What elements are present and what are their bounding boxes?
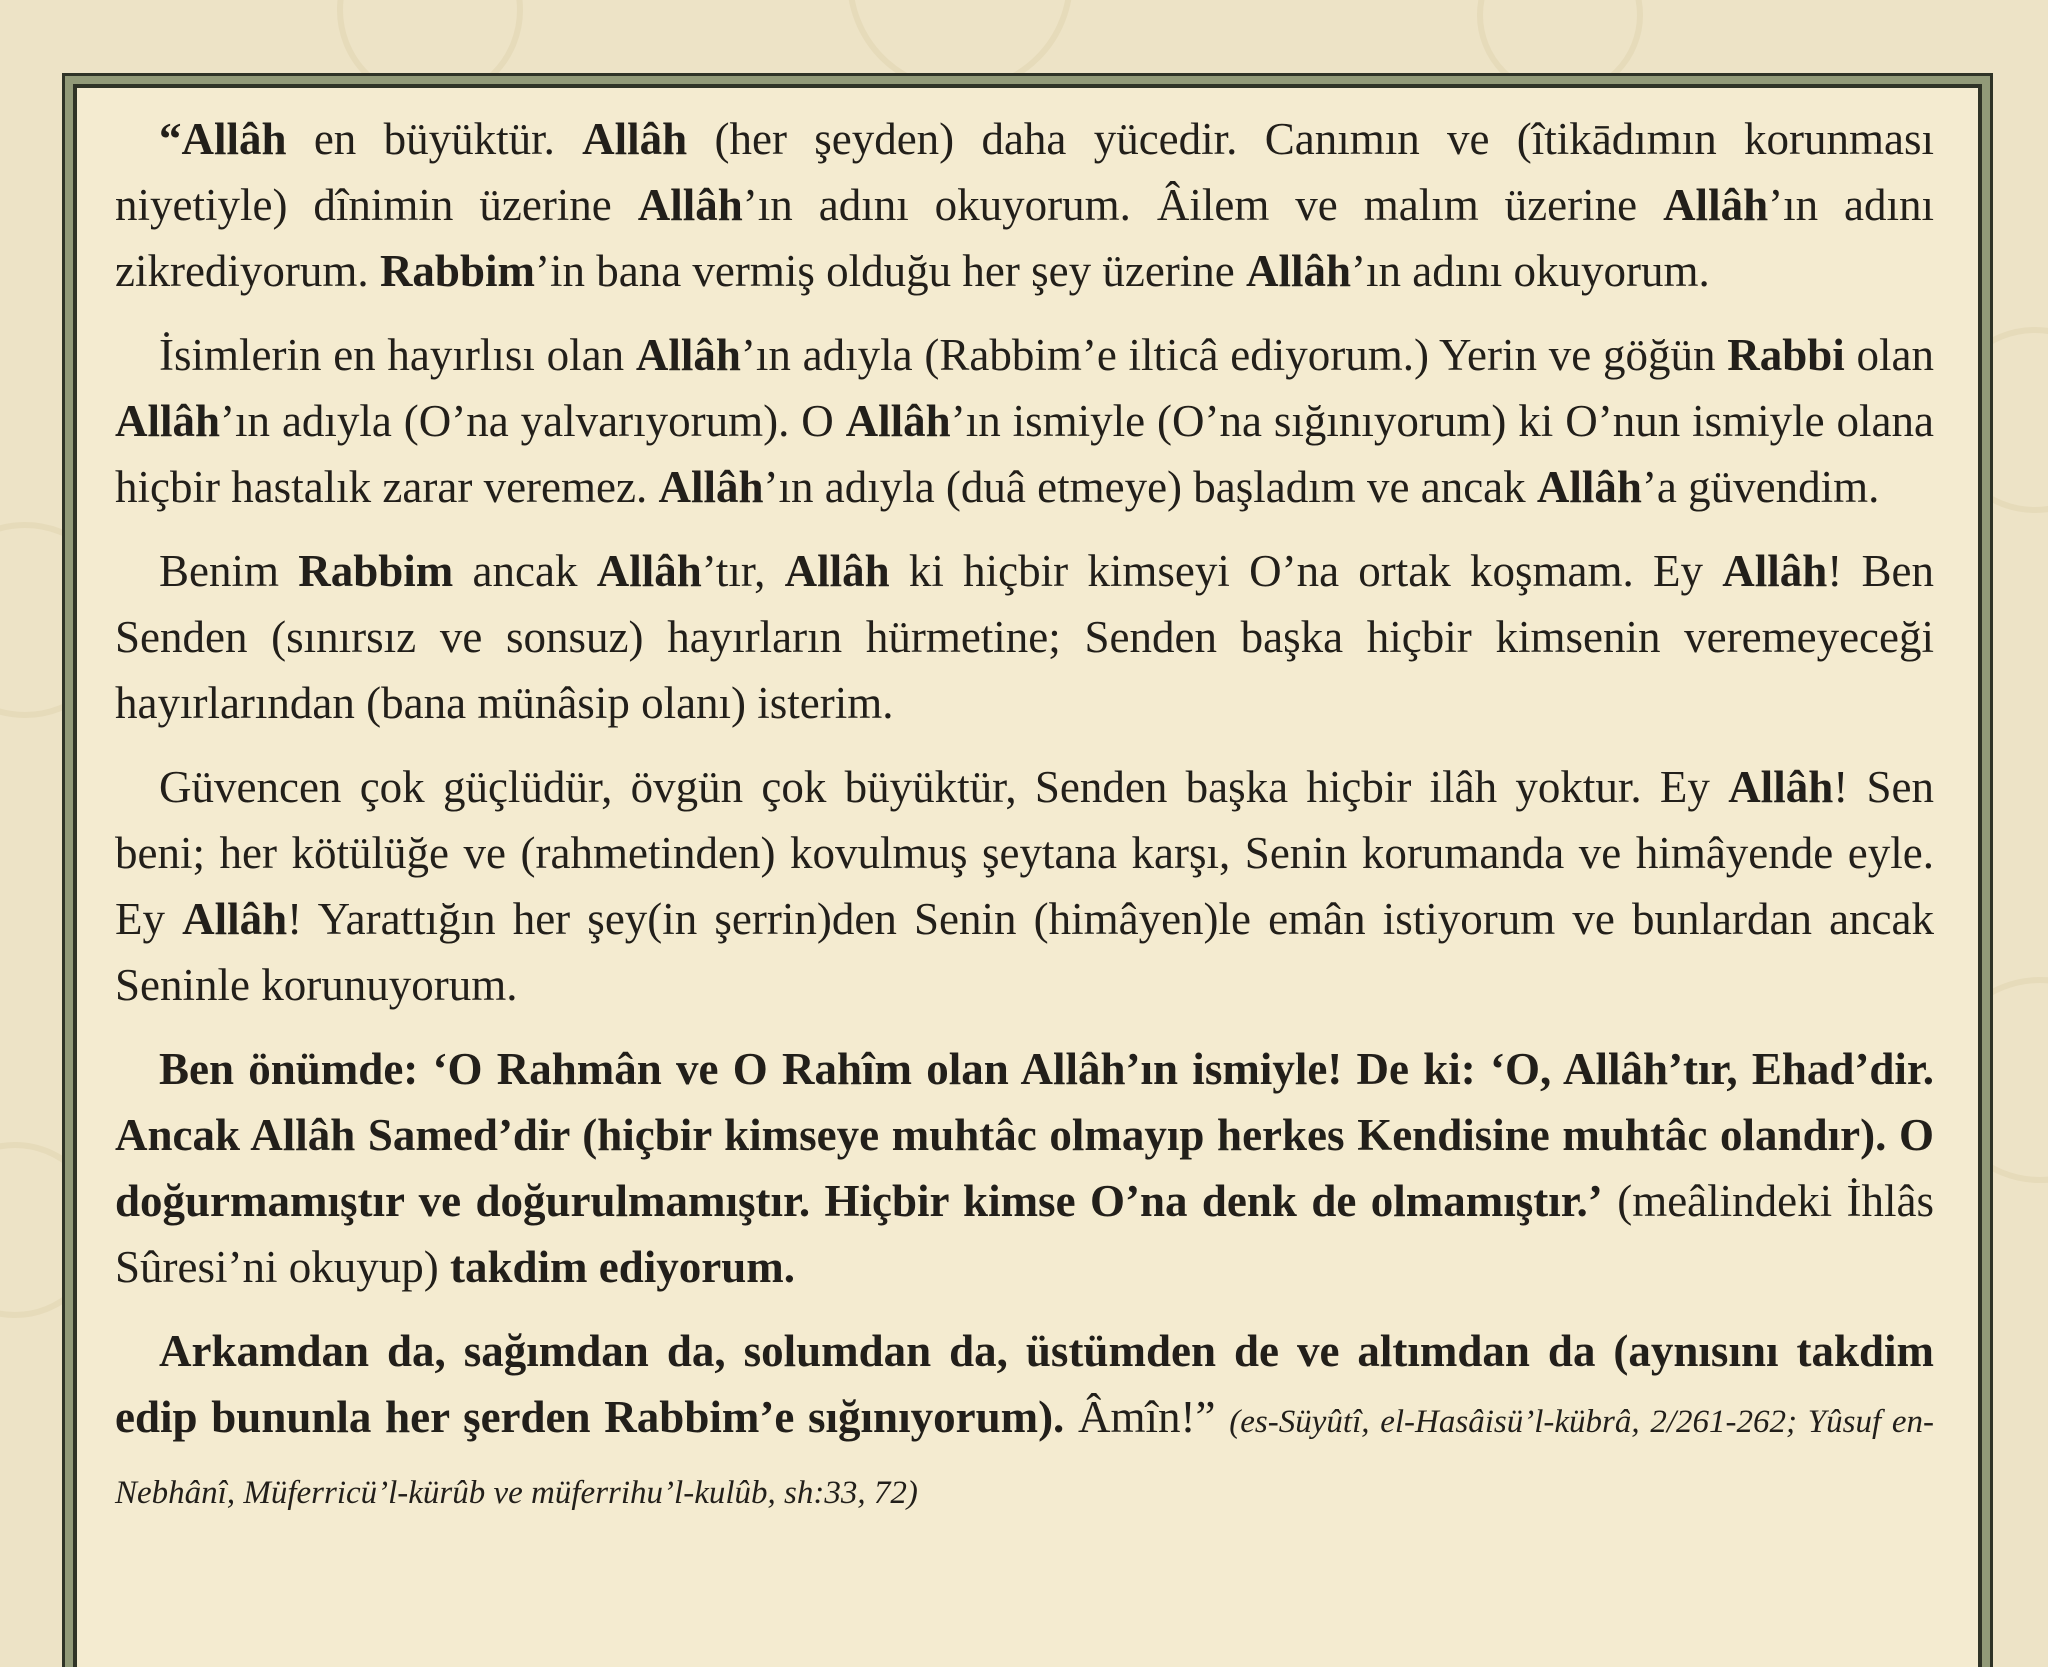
emphasis-text: Rabbim [379, 246, 535, 296]
paragraph-4 [115, 754, 1934, 1018]
emphasis-text: Allâh [182, 894, 288, 944]
body-text: ’ın adıyla (O’na yalvarıyorum). O [220, 396, 846, 446]
body-text: ’in bana vermiş olduğu her şey üzerine [534, 246, 1246, 296]
emphasis-text: Allâh [1246, 246, 1352, 296]
emphasis-text: Ben önümde: ‘O Rahmân ve O Rahîm olan Allâh’ın ismiyle! De ki: ‘O, Allâh’tır, Ehad’dir. Ancak Allâh Samed’dir (hiçbir kimseye muhtâc olmayıp herkes Kendisine muhtâc olandır). O doğurmamıştır ve doğurulmamıştır. Hiçbir kimse O’na denk de olmamıştır.’ [115, 1044, 1934, 1226]
body-text: (her şeyden) daha yücedir. Canımın ve (îtikādımın korunması niyetiyle) dînimin üzerine [115, 114, 1935, 230]
emphasis-text: Allâh [658, 462, 764, 512]
body-text: olan [1844, 330, 1934, 380]
emphasis-text: Allâh [1728, 762, 1834, 812]
page-frame [62, 73, 1993, 1667]
paragraph-6 [115, 1318, 1934, 1526]
paragraph-5 [115, 1036, 1934, 1300]
emphasis-text: Allâh [845, 396, 951, 446]
paragraph-2 [115, 322, 1934, 520]
body-text: ’a güvendim. [1641, 462, 1880, 512]
body-text: Güvencen çok güçlüdür, övgün çok büyüktür, Senden başka hiçbir ilâh yoktur. Ey [159, 762, 1729, 812]
emphasis-text: Rabbim [298, 546, 454, 596]
paragraph-1 [115, 106, 1934, 304]
emphasis-text: Arkamdan da, sağımdan da, solumdan da, üstümden de ve altımdan da (aynısını takdim edip bununla her şerden Rabbim’e sığınıyorum). [115, 1326, 1934, 1442]
emphasis-text: Allâh [596, 546, 702, 596]
emphasis-text: Allâh [115, 396, 221, 446]
body-text: ’ın ismiyle (O’na sığınıyorum) ki O’nun ismiyle olana hiçbir hastalık zarar veremez. [115, 396, 1934, 512]
page-frame-inner [73, 84, 1982, 1667]
emphasis-text: “Allâh [159, 114, 287, 164]
body-text: ’ın adını zikrediyorum. [115, 180, 1935, 296]
body-text: ! Yarattığın her şey(in şerrin)den Senin (himâyen)le emân istiyorum ve bunlardan ancak Seninle korunuyorum. [115, 894, 1934, 1010]
body-text: ! Ben Senden (sınırsız ve sonsuz) hayırların hürmetine; Senden başka hiçbir kimsenin veremeyeceği hayırlarından (bana münâsip olanı) isterim. [115, 546, 1934, 728]
emphasis-text: Allâh [1722, 546, 1828, 596]
paragraph-3 [115, 538, 1934, 736]
body-text: ki hiçbir kimseyi O’na ortak koşmam. Ey [889, 546, 1723, 596]
body-text: İsimlerin en hayırlısı olan [159, 330, 636, 380]
body-text: ’ın adını okuyorum. [1351, 246, 1710, 296]
body-text: ! Sen beni; her kötülüğe ve (rahmetinden) kovulmuş şeytana karşı, Senin korumanda ve himâyende eyle. Ey [115, 762, 1934, 944]
emphasis-text: takdim ediyorum. [449, 1242, 795, 1292]
emphasis-text: Allâh [635, 330, 741, 380]
body-text: ’ın adıyla (duâ etmeye) başladım ve ancak [763, 462, 1537, 512]
body-text: ’ın adını okuyorum. Âilem ve malım üzerine [742, 180, 1664, 230]
body-text: ’ın adıyla (Rabbim’e ilticâ ediyorum.) Yerin ve göğün [740, 330, 1728, 380]
citation-text: (es-Süyûtî, el-Hasâisü’l-kübrâ, 2/261-262; Yûsuf en-Nebhânî, Müferricü’l-kürûb ve müferrihu’l-kulûb, sh:33, 72) [115, 1404, 1934, 1511]
body-text: Benim [159, 546, 299, 596]
emphasis-text: Allâh [1536, 462, 1642, 512]
emphasis-text: Allâh [784, 546, 890, 596]
body-text: (meâlindeki İhlâs Sûresi’ni okuyup) [115, 1176, 1934, 1292]
body-text: ancak [453, 546, 597, 596]
emphasis-text: Allâh [637, 180, 743, 230]
emphasis-text: Allâh [1663, 180, 1769, 230]
body-text: ’tır, [701, 546, 785, 596]
emphasis-text: Rabbi [1727, 330, 1845, 380]
body-text: Âmîn!” [1064, 1392, 1230, 1442]
text-block [77, 88, 1978, 1526]
emphasis-text: Allâh [582, 114, 688, 164]
body-text: en büyüktür. [286, 114, 583, 164]
